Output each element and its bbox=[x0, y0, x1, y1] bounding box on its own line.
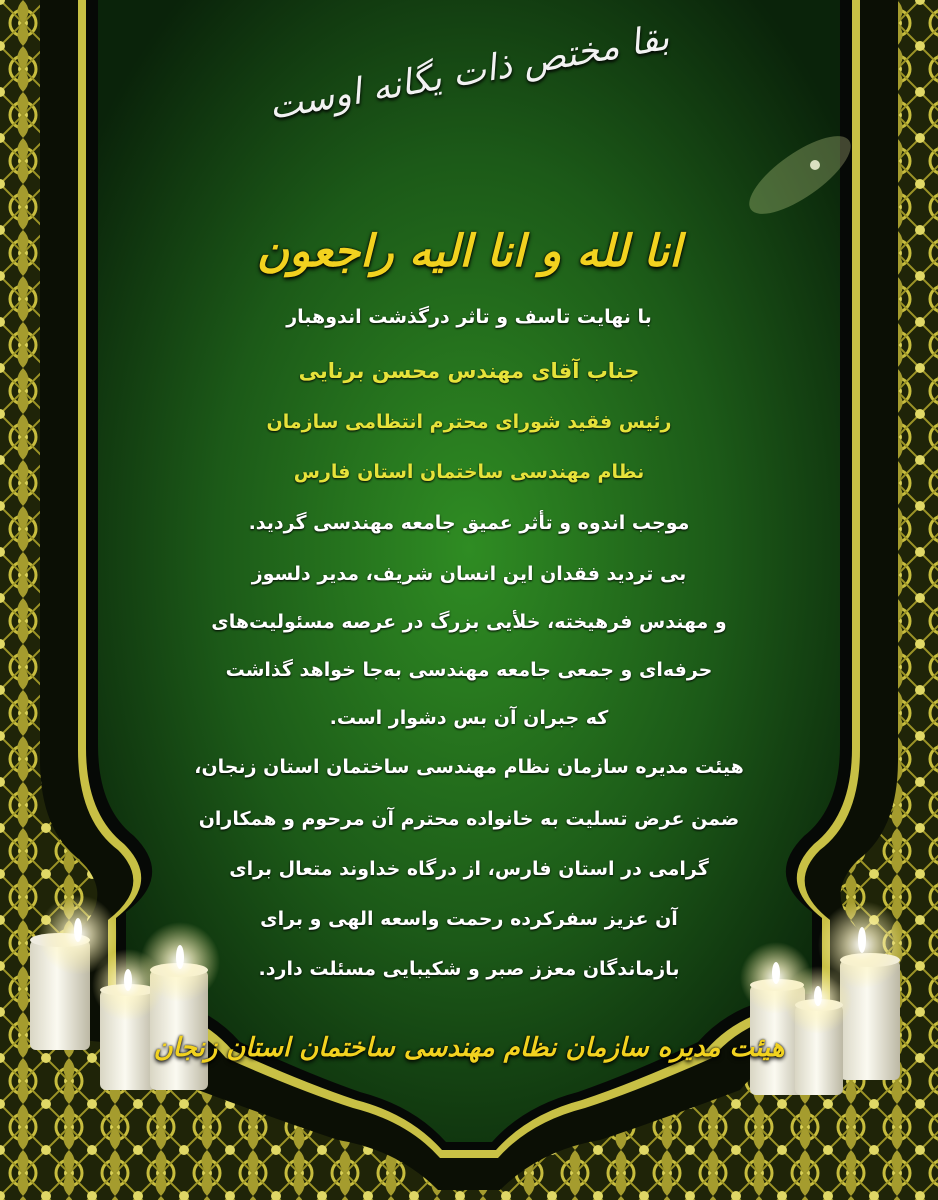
message-line-8: حرفه‌ای و جمعی جامعه مهندسی به‌جا خواهد گذاشت bbox=[225, 659, 713, 681]
quran-verse: انا لله و انا الیه راجعون bbox=[256, 226, 682, 277]
message-line-11: ضمن عرض تسلیت به خانواده محترم آن مرحوم و همکاران bbox=[198, 808, 740, 830]
message-line-9: که جبران آن بس دشوار است. bbox=[329, 707, 609, 729]
message-line-7: و مهندس فرهیخته، خلأیی بزرگ در عرصه مسئولیت‌های bbox=[211, 611, 727, 633]
message-line-6: بی تردید فقدان این انسان شریف، مدیر دلسوز bbox=[251, 563, 687, 585]
message-line-4: نظام مهندسی ساختمان استان فارس bbox=[293, 461, 645, 483]
message-line-12: گرامی در استان فارس، از درگاه خداوند متعال برای bbox=[229, 858, 709, 880]
message-line-13: آن عزیز سفرکرده رحمت واسعه الهی و برای bbox=[260, 908, 678, 930]
message-line-3: رئیس فقید شورای محترم انتظامی سازمان bbox=[266, 411, 672, 433]
message-line-10: هیئت مدیره سازمان نظام مهندسی ساختمان استان زنجان، bbox=[194, 756, 744, 778]
deceased-name-line: جناب آقای مهندس محسن برنایی bbox=[298, 359, 640, 383]
message-line-5: موجب اندوه و تأثر عمیق جامعه مهندسی گردید. bbox=[248, 512, 690, 534]
message-line-14: بازماندگان معزز صبر و شکیبایی مسئلت دارد. bbox=[258, 958, 680, 980]
signature: هیئت مدیره سازمان نظام مهندسی ساختمان استان زنجان bbox=[153, 1033, 785, 1063]
header-calligraphy: بقا مختص ذات یگانه اوست bbox=[265, 17, 673, 128]
message-line-1: با نهایت تاسف و تاثر درگذشت اندوهبار bbox=[286, 306, 652, 328]
